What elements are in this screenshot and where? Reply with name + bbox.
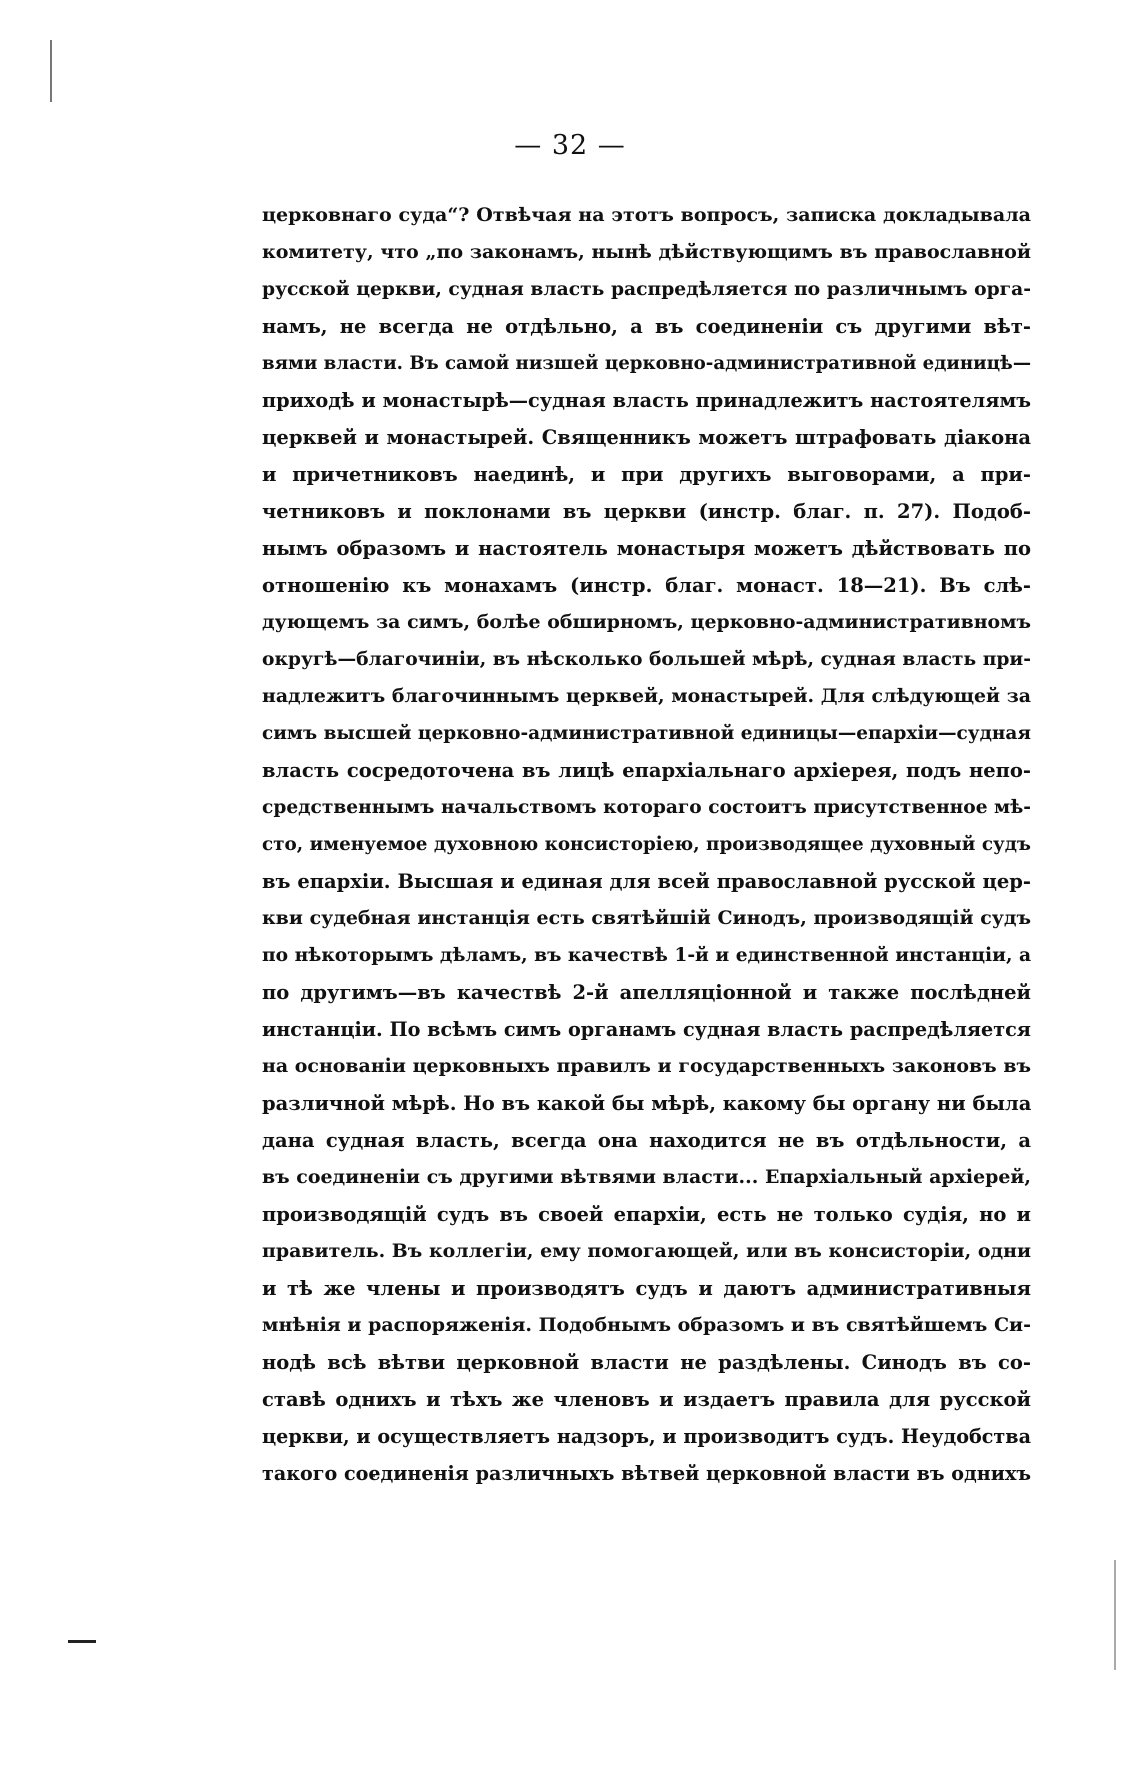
text-line: и тѣ же члены и производятъ судъ и даютъ административныя	[262, 1277, 1031, 1300]
text-line: мнѣнія и распоряженія. Подобнымъ образомъ и въ святѣйшемъ Си-	[262, 1314, 1031, 1336]
text-line: нодѣ всѣ вѣтви церковной власти не раздѣлены. Синодъ въ со-	[262, 1351, 1031, 1374]
scan-dash-mark	[68, 1640, 96, 1643]
text-line: надлежитъ благочиннымъ церквей, монастырей. Для слѣдующей за	[262, 685, 1031, 707]
text-line: ставѣ однихъ и тѣхъ же членовъ и издаетъ правила для русской	[262, 1388, 1031, 1411]
text-line: дующемъ за симъ, болѣе обширномъ, церковно-административномъ	[262, 611, 1031, 633]
page-number: — 32 —	[514, 130, 626, 161]
text-line: по нѣкоторымъ дѣламъ, въ качествѣ 1-й и единственной инстанціи, а	[262, 944, 1032, 966]
text-line: въ соединеніи съ другими вѣтвями власти... Епархіальный архіерей,	[262, 1166, 1031, 1188]
text-line: кви судебная инстанція есть святѣйшій Синодъ, производящій судъ	[262, 907, 1031, 929]
text-line: и причетниковъ наединѣ, и при другихъ выговорами, а при-	[262, 463, 1031, 486]
text-line: на основаніи церковныхъ правилъ и государственныхъ законовъ въ	[262, 1055, 1031, 1077]
text-line: приходѣ и монастырѣ—судная власть принадлежитъ настоятелямъ	[262, 389, 1031, 412]
text-line: инстанціи. По всѣмъ симъ органамъ судная власть распредѣляется	[262, 1018, 1031, 1041]
text-line: симъ высшей церковно-административной единицы—епархіи—судная	[262, 723, 1031, 744]
text-line: округѣ—благочиніи, въ нѣсколько большей мѣрѣ, судная власть при-	[262, 648, 1031, 670]
text-line: правитель. Въ коллегіи, ему помогающей, или въ консисторіи, одни	[262, 1240, 1031, 1262]
text-line: вями власти. Въ самой низшей церковно-административной единицѣ—	[262, 353, 1031, 374]
text-line: намъ, не всегда не отдѣльно, а въ соединеніи съ другими вѣт-	[262, 315, 1031, 338]
text-line: четниковъ и поклонами въ церкви (инстр. благ. п. 27). Подоб-	[262, 500, 1031, 523]
scan-edge-mark	[50, 40, 52, 102]
text-line: средственнымъ начальствомъ котораго состоитъ присутственное мѣ-	[262, 797, 1031, 818]
text-line: по другимъ—въ качествѣ 2-й апелляціонной и также послѣдней	[262, 981, 1031, 1004]
body-text	[262, 197, 1031, 1492]
text-line: различной мѣрѣ. Но въ какой бы мѣрѣ, какому бы органу ни была	[262, 1092, 1032, 1115]
text-line: дана судная власть, всегда она находится не въ отдѣльности, а	[262, 1129, 1031, 1152]
text-line: церкви, и осуществляетъ надзоръ, и производитъ судъ. Неудобства	[262, 1425, 1031, 1448]
text-line: нымъ образомъ и настоятель монастыря можетъ дѣйствовать по	[262, 537, 1031, 560]
text-line: сто, именуемое духовною консисторіею, производящее духовный судъ	[262, 834, 1031, 855]
text-line: русской церкви, судная власть распредѣляется по различнымъ орга-	[262, 278, 1031, 300]
scan-edge-mark-right	[1114, 1560, 1116, 1670]
text-line: производящій судъ въ своей епархіи, есть не только судія, но и	[262, 1203, 1031, 1226]
text-line: комитету, что „по законамъ, нынѣ дѣйствующимъ въ православной	[262, 241, 1031, 263]
text-line: власть сосредоточена въ лицѣ епархіальнаго архіерея, подъ непо-	[262, 759, 1031, 782]
text-line: церковнаго суда“? Отвѣчая на этотъ вопросъ, записка докладывала	[262, 204, 1031, 226]
text-line: отношенію къ монахамъ (инстр. благ. монаст. 18—21). Въ слѣ-	[262, 574, 1031, 597]
text-line: въ епархіи. Высшая и единая для всей православной русской цер-	[262, 870, 1031, 893]
text-line: церквей и монастырей. Священникъ можетъ штрафовать діакона	[262, 426, 1031, 449]
text-line: такого соединенія различныхъ вѣтвей церковной власти въ однихъ	[262, 1462, 1031, 1485]
